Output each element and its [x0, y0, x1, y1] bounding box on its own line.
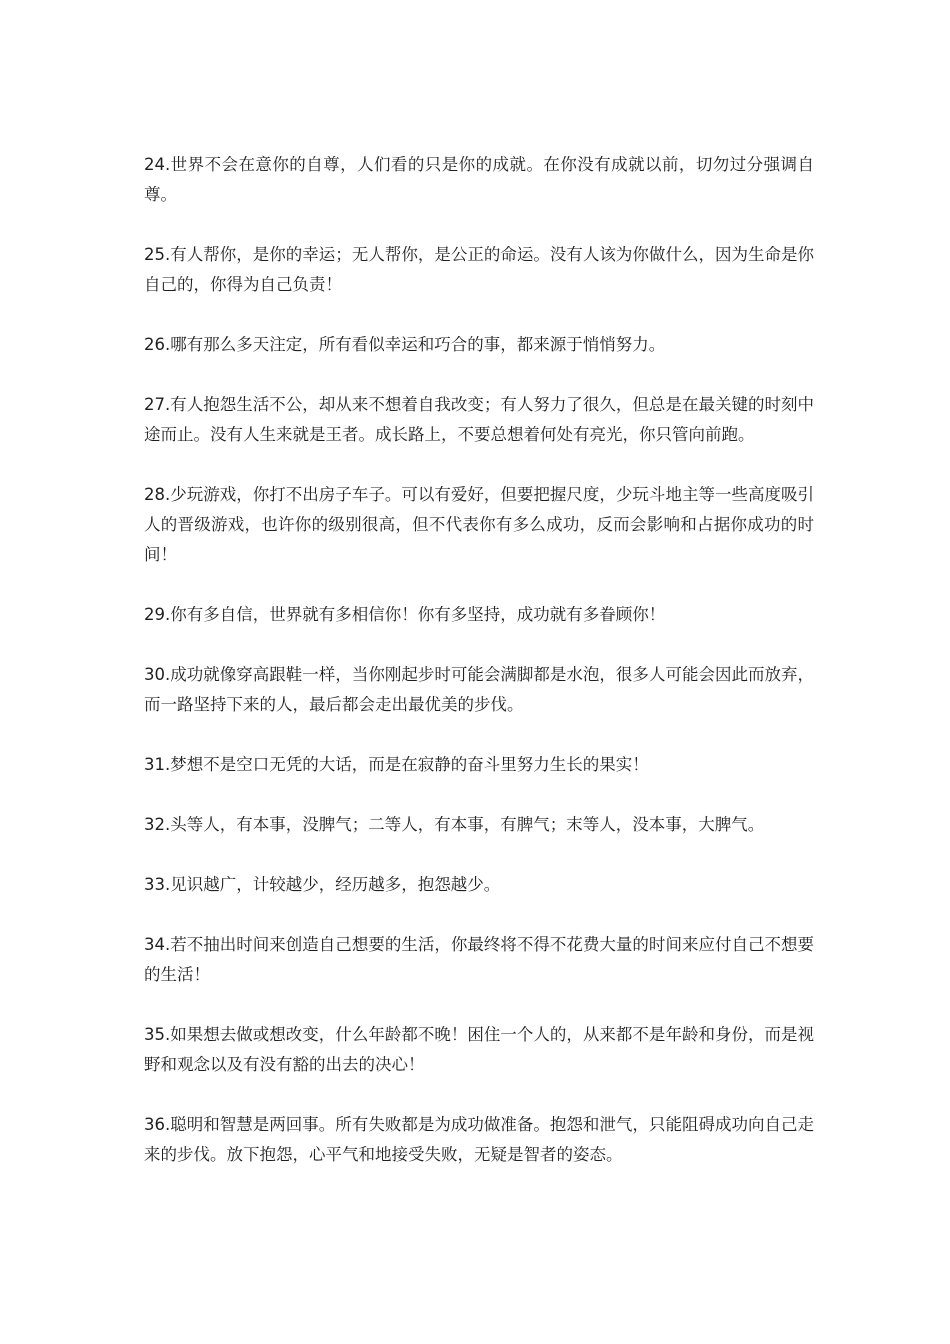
quote-list [144, 150, 814, 1200]
quote-paragraph-34: 34.若不抽出时间来创造自己想要的生活，你最终将不得不花费大量的时间来应付自己不想要的生活！ [144, 935, 814, 984]
quote-paragraph-28: 28.少玩游戏，你打不出房子车子。可以有爱好，但要把握尺度，少玩斗地主等一些高度吸引人的晋级游戏，也许你的级别很高，但不代表你有多么成功，反而会影响和占据你成功的时间！ [144, 485, 814, 564]
quote-paragraph-30: 30.成功就像穿高跟鞋一样，当你刚起步时可能会满脚都是水泡，很多人可能会因此而放弃，而一路坚持下来的人，最后都会走出最优美的步伐。 [144, 665, 814, 714]
quote-paragraph-29: 29.你有多自信，世界就有多相信你！你有多坚持，成功就有多眷顾你！ [144, 605, 666, 624]
quote-paragraph-31: 31.梦想不是空口无凭的大话，而是在寂静的奋斗里努力生长的果实！ [144, 755, 649, 774]
quote-paragraph-33: 33.见识越广，计较越少，经历越多，抱怨越少。 [144, 875, 501, 894]
quote-paragraph-27: 27.有人抱怨生活不公，却从来不想着自我改变；有人努力了很久，但总是在最关键的时刻中途而止。没有人生来就是王者。成长路上，不要总想着何处有亮光，你只管向前跑。 [144, 395, 814, 444]
quote-paragraph-36: 36.聪明和智慧是两回事。所有失败都是为成功做准备。抱怨和泄气，只能阻碍成功向自己走来的步伐。放下抱怨，心平气和地接受失败，无疑是智者的姿态。 [144, 1115, 814, 1164]
quote-paragraph-32: 32.头等人，有本事，没脾气；二等人，有本事，有脾气；末等人，没本事，大脾气。 [144, 815, 765, 834]
quote-paragraph-35: 35.如果想去做或想改变，什么年龄都不晚！困住一个人的，从来都不是年龄和身份，而是视野和观念以及有没有豁的出去的决心！ [144, 1025, 814, 1074]
quote-paragraph-26: 26.哪有那么多天注定，所有看似幸运和巧合的事，都来源于悄悄努力。 [144, 335, 666, 354]
quote-paragraph-24: 24.世界不会在意你的自尊，人们看的只是你的成就。在你没有成就以前，切勿过分强调自尊。 [144, 155, 814, 204]
quote-paragraph-25: 25.有人帮你，是你的幸运；无人帮你，是公正的命运。没有人该为你做什么，因为生命是你自己的，你得为自己负责！ [144, 245, 814, 294]
